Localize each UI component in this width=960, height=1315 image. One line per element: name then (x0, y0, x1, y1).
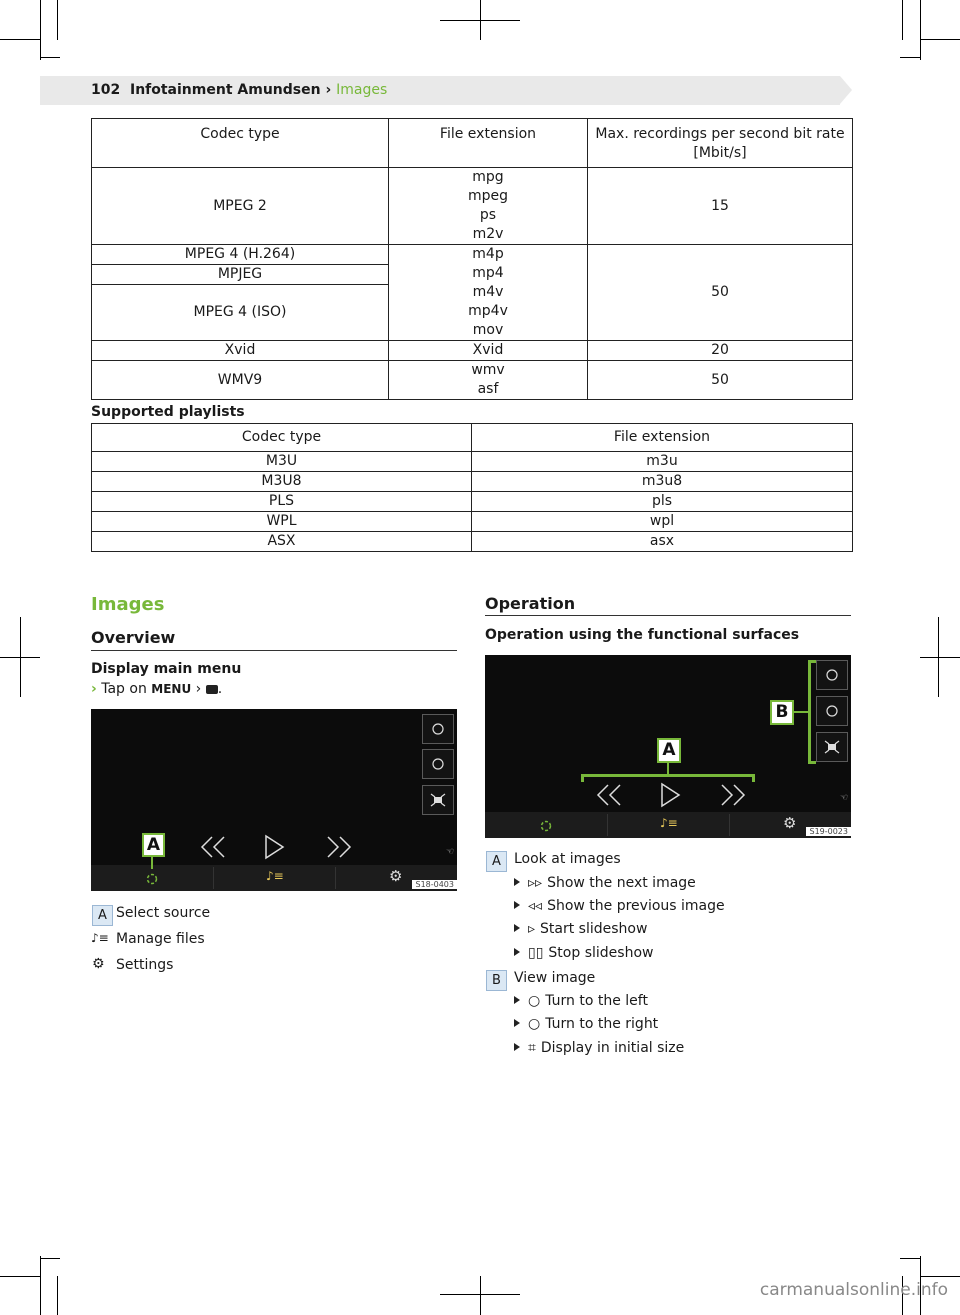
legend-b-text: View image (514, 970, 596, 986)
touch-icon: ☜ (446, 847, 455, 857)
screen-bottom-bar (91, 865, 457, 891)
codec-cell: MPEG 4 (H.264) (92, 245, 389, 265)
callout-b-bracket (808, 660, 811, 764)
breadcrumb-separator: › (325, 82, 332, 98)
initial-size-button[interactable] (422, 785, 454, 815)
table-row: ASX asx (92, 532, 853, 552)
extension-cell: m4p mp4 m4v mp4v mov (389, 245, 588, 341)
header-arrow (840, 76, 852, 104)
rotate-right-icon (817, 697, 847, 725)
list-item: ▯▯ Stop slideshow (514, 945, 653, 961)
table-row (92, 245, 853, 265)
bitrate-cell: 50 (588, 245, 853, 341)
operation-heading: Operation (485, 594, 576, 613)
fit-size-icon: ⌗ (528, 1040, 536, 1056)
list-item: ▹ Start slideshow (514, 921, 647, 937)
rotate-right-button[interactable] (422, 749, 454, 779)
legend-a-badge: A (486, 851, 507, 872)
settings-icon[interactable]: ⚙ (389, 867, 403, 885)
next-image-icon: ▹▹ (528, 875, 543, 891)
video-codec-table (91, 118, 853, 400)
legend-a-badge: A (92, 905, 113, 926)
table-row: PLS pls (92, 492, 853, 512)
bitrate-cell: 50 (588, 361, 853, 400)
legend-a-text: Look at images (514, 851, 621, 867)
figure-id: S18-0403 (412, 880, 457, 889)
fit-size-icon (817, 733, 847, 761)
list-item: ⌗ Display in initial size (514, 1040, 684, 1056)
col-header-codec: Codec type (92, 119, 389, 168)
figure-id: S19-0023 (806, 827, 851, 836)
list-item: ▹▹ Show the next image (514, 875, 696, 891)
touch-icon: ☜ (840, 793, 849, 803)
list-item: ○ Turn to the left (514, 993, 648, 1009)
watermark: carmanualsonline.info (759, 1280, 948, 1300)
callout-a: A (657, 738, 681, 763)
codec-cell: MPEG 4 (ISO) (92, 285, 389, 341)
callout-b: B (770, 700, 794, 725)
col-header-bitrate: Max. recordings per second bit rate [Mbit/s] (588, 119, 853, 168)
table-row (92, 341, 853, 361)
screen-bottom-bar (485, 812, 851, 838)
legend-settings: Settings (116, 957, 174, 973)
col-header-extension: File extension (389, 119, 588, 168)
table-row: M3U m3u (92, 452, 853, 472)
instruction-line: › Tap on MENU › . (91, 681, 223, 697)
previous-image-icon[interactable] (199, 834, 229, 860)
operation-subheading: Operation using the functional surfaces (485, 627, 800, 643)
play-icon: ▹ (528, 921, 536, 937)
manage-files-icon: ♪≡ (91, 931, 109, 945)
codec-cell: MPJEG (92, 265, 389, 285)
bitrate-cell: 15 (588, 168, 853, 245)
menu-key: MENU (151, 682, 192, 696)
breadcrumb-current[interactable]: Images (336, 82, 388, 98)
extension-cell: Xvid (389, 341, 588, 361)
images-heading: Images (91, 594, 165, 615)
col-header-extension: File extension (472, 424, 853, 452)
rotate-left-button[interactable] (816, 660, 848, 690)
rotate-right-icon (423, 750, 453, 778)
legend-b-badge: B (486, 970, 507, 991)
playlist-table (91, 423, 853, 552)
legend-manage-files: Manage files (116, 931, 205, 947)
settings-icon[interactable]: ⚙ (783, 814, 797, 832)
manage-files-icon[interactable]: ♪≡ (266, 869, 284, 883)
play-icon[interactable] (657, 781, 683, 809)
rotate-left-icon: ○ (528, 993, 541, 1009)
rotate-left-icon (423, 715, 453, 743)
extension-cell: mpg mpeg ps m2v (389, 168, 588, 245)
table-row (92, 361, 853, 400)
rotate-right-icon: ○ (528, 1016, 541, 1032)
legend-a-text: Select source (116, 905, 211, 921)
col-header-codec: Codec type (92, 424, 472, 452)
rotate-left-button[interactable] (422, 714, 454, 744)
bitrate-cell: 20 (588, 341, 853, 361)
manage-files-icon[interactable]: ♪≡ (660, 816, 678, 830)
breadcrumb (91, 82, 387, 98)
display-main-menu-heading: Display main menu (91, 661, 242, 677)
rotate-right-button[interactable] (816, 696, 848, 726)
initial-size-button[interactable] (816, 732, 848, 762)
next-image-icon[interactable] (719, 782, 749, 808)
next-image-icon[interactable] (325, 834, 355, 860)
previous-image-icon: ◃◃ (528, 898, 543, 914)
list-item: ○ Turn to the right (514, 1016, 658, 1032)
select-source-icon[interactable] (539, 819, 553, 833)
playlists-title: Supported playlists (91, 404, 245, 420)
table-row: WPL wpl (92, 512, 853, 532)
callout-a-line (151, 855, 153, 869)
pause-icon: ▯▯ (528, 945, 544, 961)
table-row: M3U8 m3u8 (92, 472, 853, 492)
table-row (92, 168, 853, 245)
step-arrow-icon: › (91, 681, 97, 697)
callout-a: A (142, 833, 165, 857)
codec-cell: WMV9 (92, 361, 389, 400)
breadcrumb-chapter: Infotainment Amundsen (129, 82, 321, 98)
codec-cell: Xvid (92, 341, 389, 361)
overview-heading: Overview (91, 628, 176, 647)
select-source-icon[interactable] (145, 872, 159, 886)
infotainment-screen-overview (91, 709, 457, 891)
previous-image-icon[interactable] (595, 782, 625, 808)
page-number: 102 (91, 82, 121, 98)
infotainment-screen-operation (485, 655, 851, 838)
rotate-left-icon (817, 661, 847, 689)
play-icon[interactable] (261, 833, 287, 861)
settings-icon: ⚙ (92, 956, 105, 972)
image-app-icon (206, 685, 218, 694)
list-item: ◃◃ Show the previous image (514, 898, 725, 914)
codec-cell: MPEG 2 (92, 168, 389, 245)
fit-size-icon (423, 786, 453, 814)
extension-cell: wmv asf (389, 361, 588, 400)
